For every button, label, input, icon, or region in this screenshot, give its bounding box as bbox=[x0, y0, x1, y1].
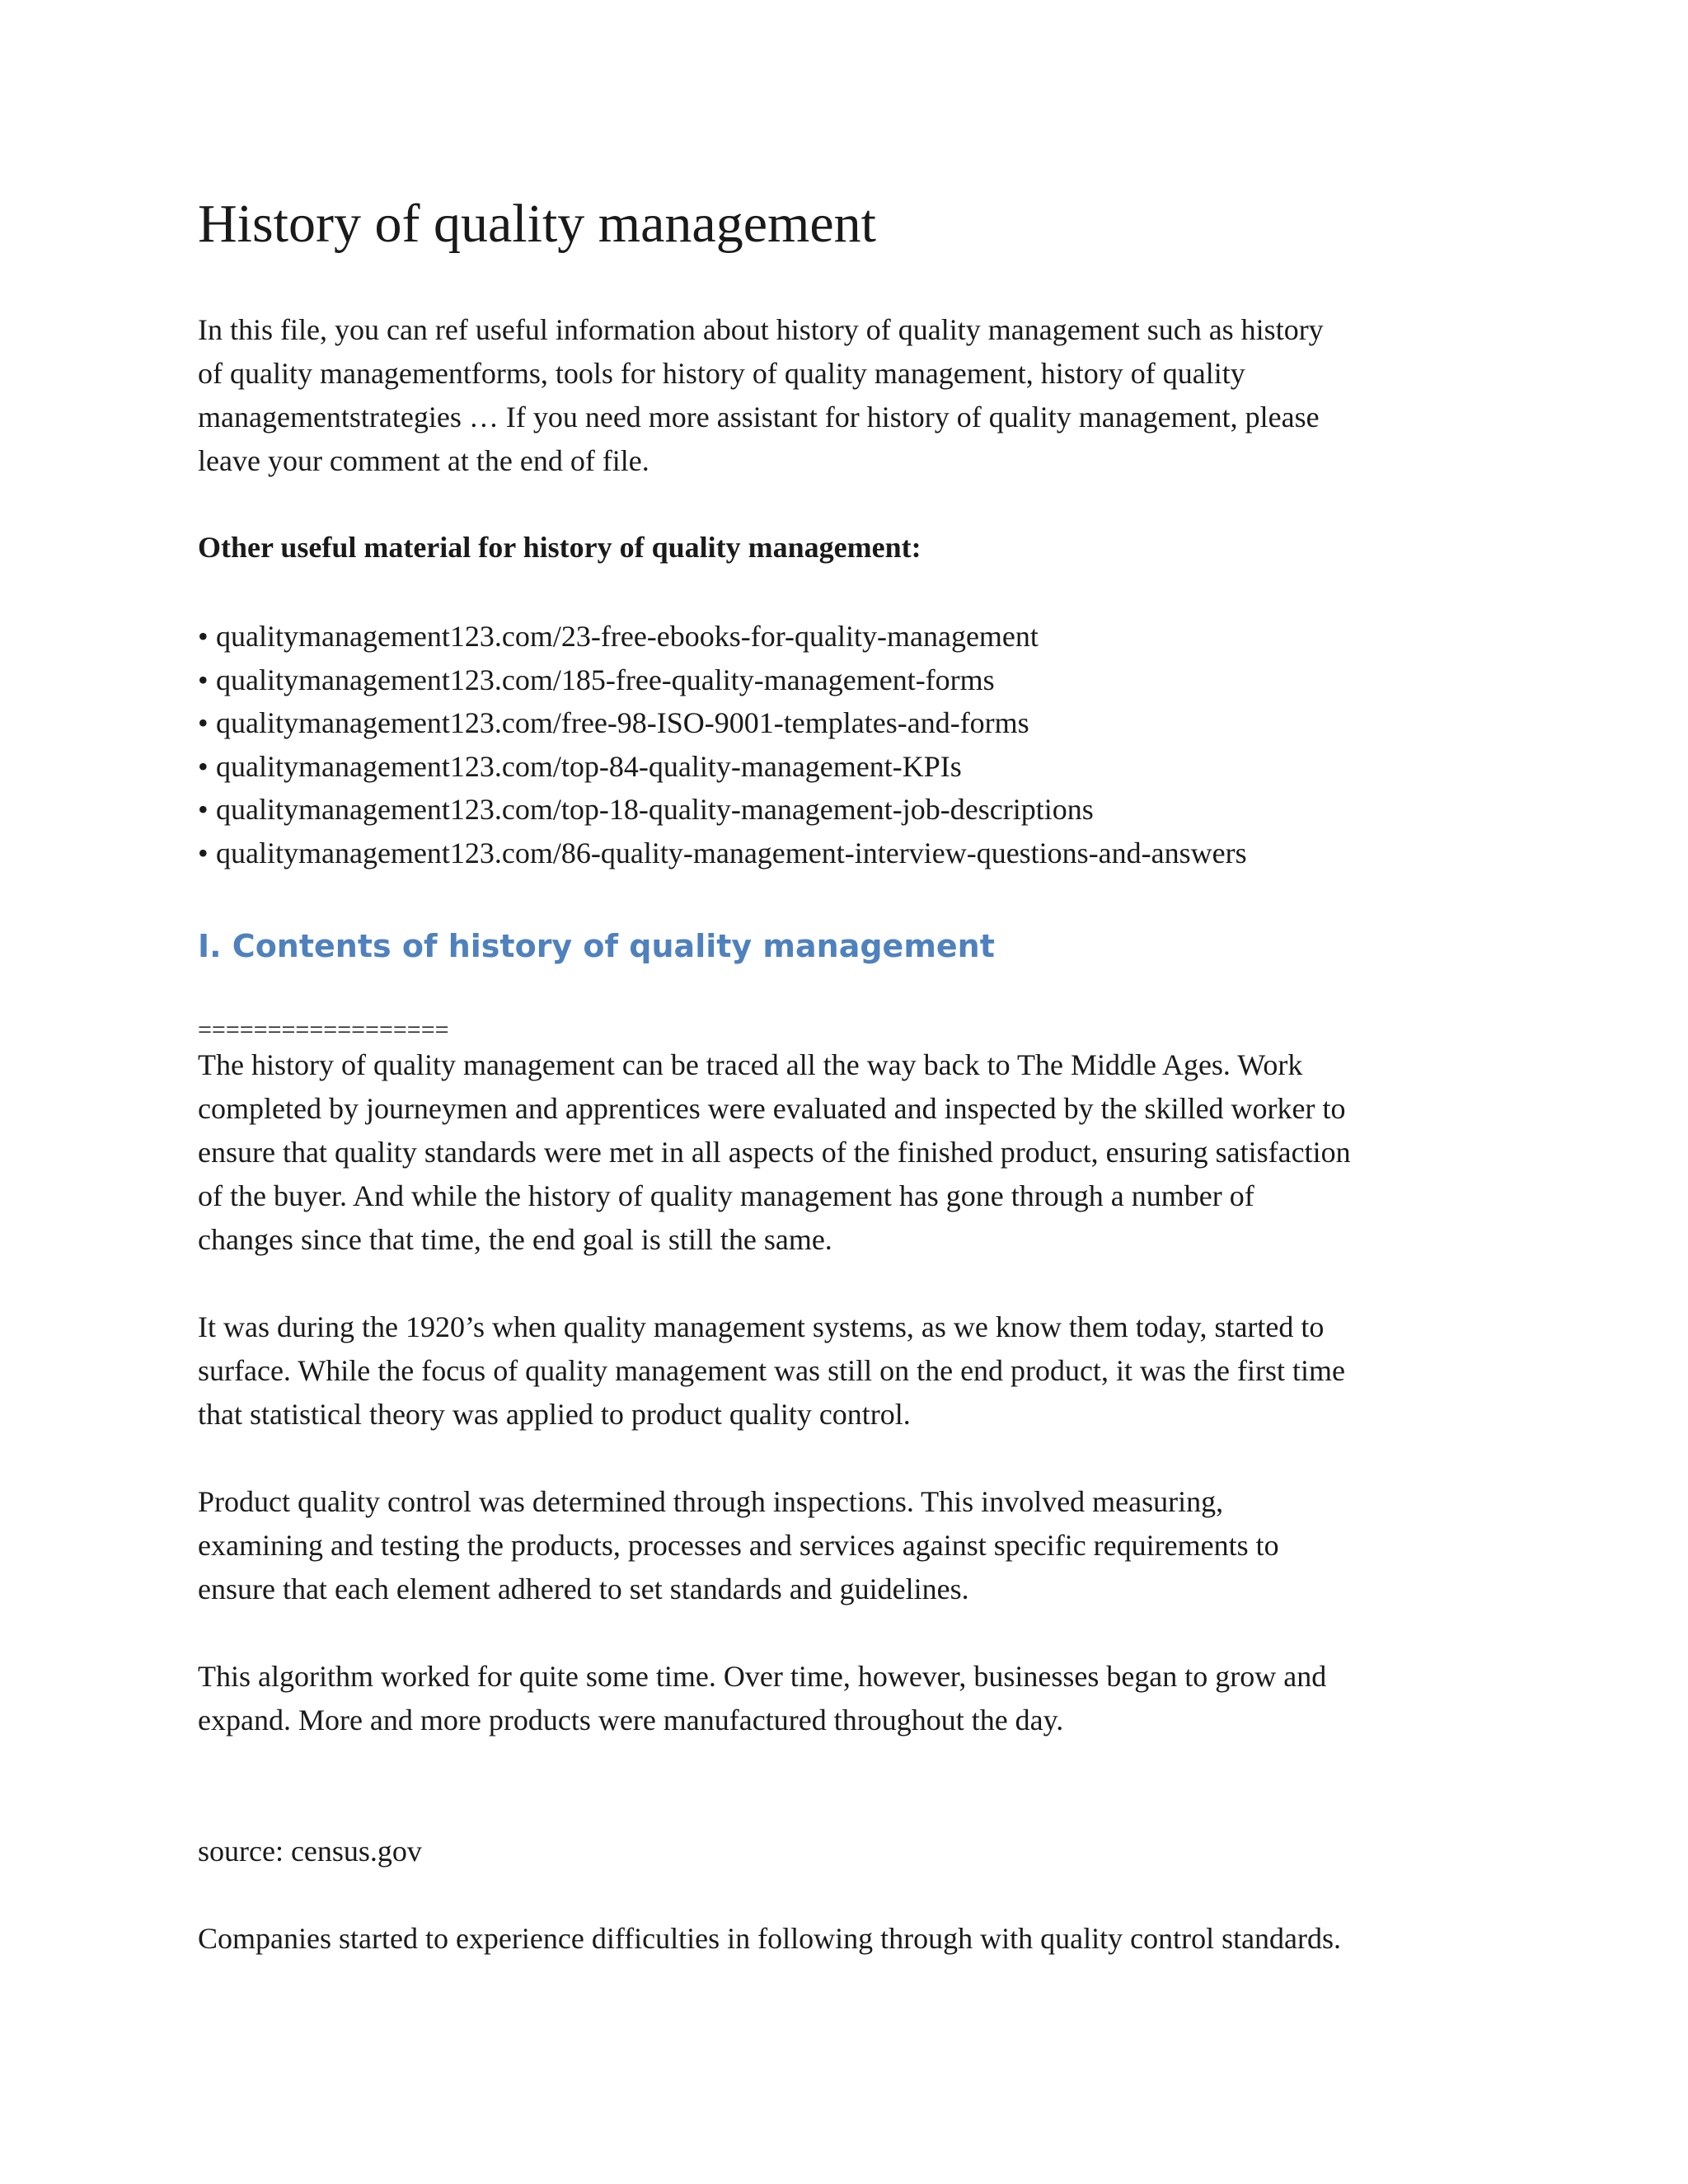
bullet-icon: • bbox=[198, 706, 209, 739]
bullet-icon: • bbox=[198, 663, 209, 696]
intro-paragraph bbox=[198, 308, 1484, 483]
paragraph-line: examining and testing the products, processes and services against specific requirements to bbox=[198, 1529, 1279, 1562]
paragraph-line: surface. While the focus of quality management was still on the end product, it was the first time bbox=[198, 1354, 1345, 1387]
bullet-icon: • bbox=[198, 836, 209, 869]
link-text[interactable]: qualitymanagement123.com/top-84-quality-management-KPIs bbox=[216, 749, 962, 783]
link-item[interactable] bbox=[198, 745, 1247, 789]
source-line: source: census.gov bbox=[198, 1835, 422, 1868]
bullet-icon: • bbox=[198, 793, 209, 826]
divider-line: ================== bbox=[198, 1016, 449, 1043]
paragraph-line: Companies started to experience difficulties in following through with quality control standards. bbox=[198, 1922, 1342, 1955]
link-text[interactable]: qualitymanagement123.com/top-18-quality-management-job-descriptions bbox=[216, 793, 1094, 826]
link-item[interactable] bbox=[198, 658, 1247, 702]
link-item[interactable] bbox=[198, 701, 1247, 745]
paragraph-line: of the buyer. And while the history of quality management has gone through a number of bbox=[198, 1179, 1254, 1212]
section-title: I. Contents of history of quality management bbox=[198, 928, 995, 964]
paragraph-inspections bbox=[198, 1480, 1484, 1611]
paragraph-line: ensure that each element adhered to set standards and guidelines. bbox=[198, 1572, 969, 1605]
bullet-icon: • bbox=[198, 749, 209, 783]
bullet-icon: • bbox=[198, 620, 209, 653]
intro-line: managementstrategies … If you need more assistant for history of quality management, please bbox=[198, 401, 1320, 434]
intro-line: of quality managementforms, tools for history of quality management, history of quality bbox=[198, 357, 1245, 390]
paragraph-line: The history of quality management can be traced all the way back to The Middle Ages. Work bbox=[198, 1048, 1303, 1081]
paragraph-line: expand. More and more products were manufactured throughout the day. bbox=[198, 1704, 1064, 1736]
useful-links-list bbox=[198, 615, 1247, 874]
intro-line: In this file, you can ref useful information about history of quality management such as history bbox=[198, 313, 1324, 346]
paragraph-algorithm bbox=[198, 1655, 1484, 1742]
paragraph-line: It was during the 1920’s when quality management systems, as we know them today, started to bbox=[198, 1310, 1325, 1343]
paragraph-1920s bbox=[198, 1305, 1484, 1436]
link-item[interactable] bbox=[198, 832, 1247, 875]
paragraph-middle-ages bbox=[198, 1043, 1484, 1262]
link-text[interactable]: qualitymanagement123.com/23-free-ebooks-for-quality-management bbox=[216, 620, 1039, 653]
other-material-heading: Other useful material for history of quality management: bbox=[198, 531, 921, 564]
link-item[interactable] bbox=[198, 615, 1247, 658]
link-text[interactable]: qualitymanagement123.com/185-free-quality-management-forms bbox=[216, 663, 995, 696]
link-text[interactable]: qualitymanagement123.com/free-98-ISO-9001-templates-and-forms bbox=[216, 706, 1029, 739]
paragraph-line: Product quality control was determined through inspections. This involved measuring, bbox=[198, 1485, 1224, 1518]
intro-line: leave your comment at the end of file. bbox=[198, 444, 649, 477]
link-text[interactable]: qualitymanagement123.com/86-quality-management-interview-questions-and-answers bbox=[216, 836, 1247, 869]
paragraph-line: that statistical theory was applied to product quality control. bbox=[198, 1398, 911, 1431]
paragraph-line: changes since that time, the end goal is still the same. bbox=[198, 1223, 832, 1256]
paragraph-line: This algorithm worked for quite some time. Over time, however, businesses began to grow and bbox=[198, 1660, 1327, 1693]
paragraph-companies bbox=[198, 1917, 1484, 1961]
paragraph-line: completed by journeymen and apprentices were evaluated and inspected by the skilled worker to bbox=[198, 1092, 1346, 1125]
paragraph-line: ensure that quality standards were met in all aspects of the finished product, ensuring satisfaction bbox=[198, 1136, 1351, 1169]
document-title: History of quality management bbox=[198, 194, 876, 254]
link-item[interactable] bbox=[198, 788, 1247, 832]
